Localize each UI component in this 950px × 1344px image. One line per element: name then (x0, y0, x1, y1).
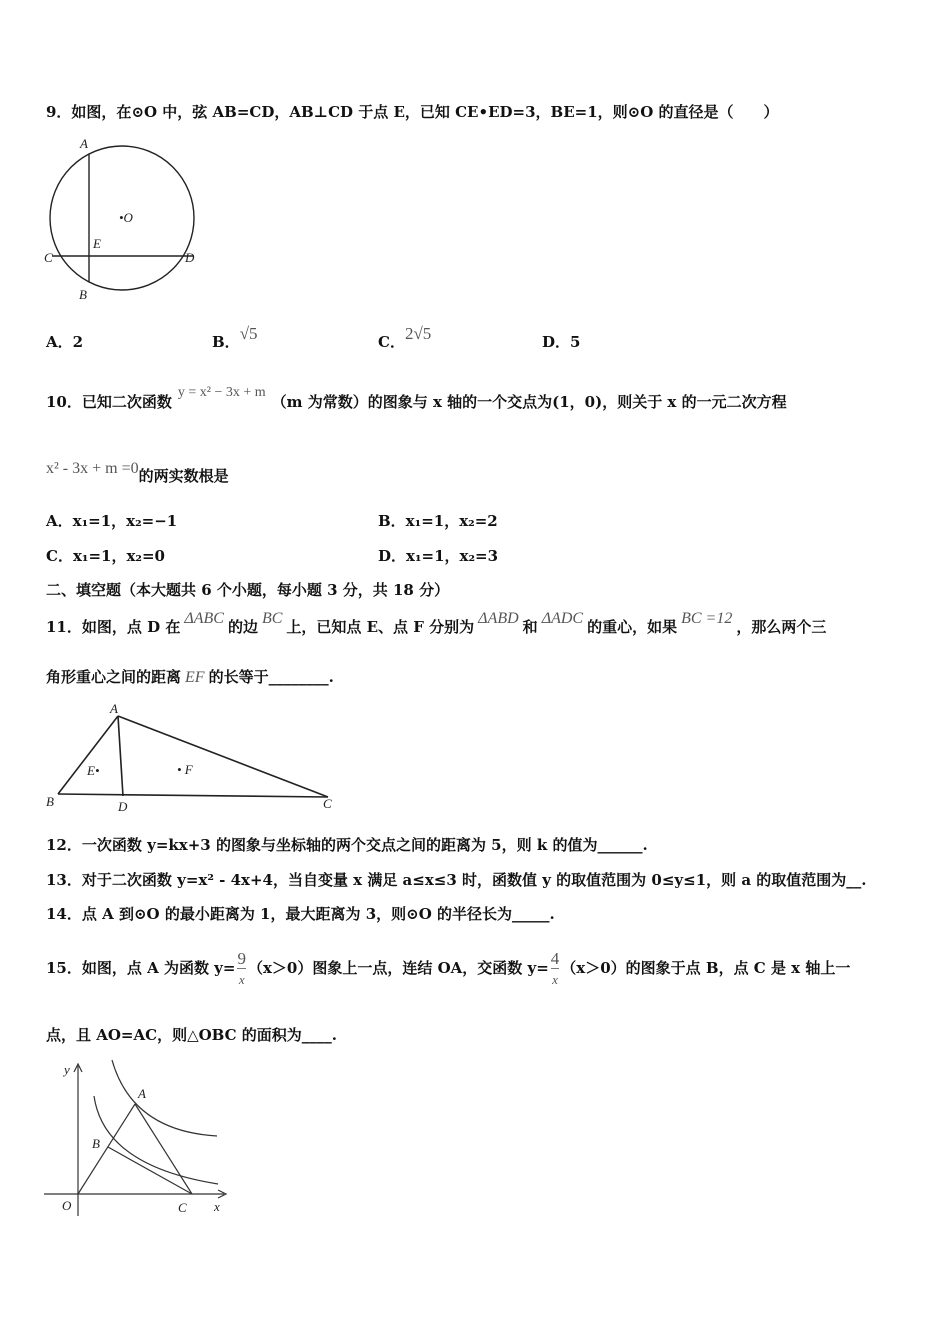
label-b: B (79, 287, 87, 302)
label-b: B (46, 794, 54, 809)
q9-circle-figure (40, 136, 210, 306)
q12-text: 12．一次函数 y=kx+3 的图象与坐标轴的两个交点之间的距离为 5，则 k 的值为______. (46, 836, 648, 854)
q15-fraction-4-over-x: $\frac{4}{x}$ (550, 948, 560, 987)
label-d: D (185, 250, 195, 265)
label-c: C (178, 1200, 187, 1215)
label-x: x (214, 1199, 220, 1214)
q10-option-b[interactable]: B．x₁=1，x₂=2 (378, 512, 498, 530)
q10-formula: y = x² − 3x + m (177, 385, 266, 400)
q9-option-d[interactable]: D．5 (542, 333, 581, 351)
q10-option-c[interactable]: C．x₁=1，x₂=0 (46, 547, 165, 565)
q9-option-b[interactable]: B．√5 (212, 324, 258, 351)
q14-text: 14．点 A 到⊙O 的最小距离为 1，最大距离为 3，则⊙O 的半径长为_____. (46, 905, 555, 923)
label-y: y (64, 1062, 70, 1077)
label-c: C (323, 796, 332, 811)
segment-ad (118, 716, 123, 796)
label-o: O (62, 1198, 72, 1213)
q10-option-a[interactable]: A．x₁=1，x₂=−1 (46, 512, 178, 530)
q15-fraction-9-over-x: $\frac{9}{x}$ (237, 948, 246, 987)
label-a: A (110, 701, 118, 716)
label-d: D (118, 799, 128, 814)
q11-triangle-figure (40, 700, 350, 818)
q10-equation: x² - 3x + m =0 (46, 460, 139, 477)
q15-line2: 点，且 AO=AC，则△OBC 的面积为____. (46, 1026, 338, 1044)
label-b: B (92, 1136, 100, 1151)
q13-text: 13．对于二次函数 y=x² - 4x+4，当自变量 x 满足 a≤x≤3 时，函数值 y 的取值范围为 0≤y≤1，则 a 的取值范围为__. (46, 871, 867, 889)
q11-line2: 角形重心之间的距离 EF 的长等于________. (46, 668, 334, 686)
q9-option-a[interactable]: A．2 (46, 333, 84, 351)
label-e: E• (87, 763, 100, 778)
label-c: C (44, 250, 53, 265)
q15-line1: 15．如图，点 A 为函数 y= $\frac{9}{x}$ （x＞0）图象上一点，连结 OA，交函数 y= $\frac{4}{x}$ （x＞0）的图象于点 B，点 C 是 x 轴上一 (46, 948, 851, 987)
segment-ac (135, 1104, 192, 1194)
q10-line2: x² - 3x + m =0的两实数根是 (46, 460, 229, 485)
q15-graph-figure (42, 1056, 232, 1218)
segment-oa (78, 1104, 135, 1194)
label-a: A (80, 136, 88, 151)
side-ac (118, 716, 328, 797)
q9-option-c[interactable]: C．2√5 (378, 324, 432, 351)
side-bc (58, 794, 328, 797)
q10-option-d[interactable]: D．x₁=1，x₂=3 (378, 547, 499, 565)
label-e: E (93, 236, 101, 251)
side-ab (58, 716, 118, 794)
q9-text: 9．如图，在⊙O 中，弦 AB=CD，AB⊥CD 于点 E，已知 CE•ED=3，BE=1，则⊙O 的直径是（ ） (46, 103, 779, 121)
segment-bc (108, 1147, 192, 1194)
label-f: • F (177, 762, 193, 777)
q10-line1: 10．已知二次函数y = x² − 3x + m（m 为常数）的图象与 x 轴的一个交点为(1，0)，则关于 x 的一元二次方程 (46, 385, 787, 411)
curve-9-over-x (112, 1060, 217, 1136)
label-a: A (138, 1086, 146, 1101)
section-heading: 二、填空题（本大题共 6 个小题，每小题 3 分，共 18 分） (46, 581, 450, 599)
label-o: •O (119, 210, 133, 225)
q11-line1: 11．如图，点 D 在 ΔABC 的边 BC 上，已知点 E、点 F 分别为 ΔABD 和 ΔADC 的重心，如果 BC =12 ，那么两个三 (46, 610, 827, 636)
